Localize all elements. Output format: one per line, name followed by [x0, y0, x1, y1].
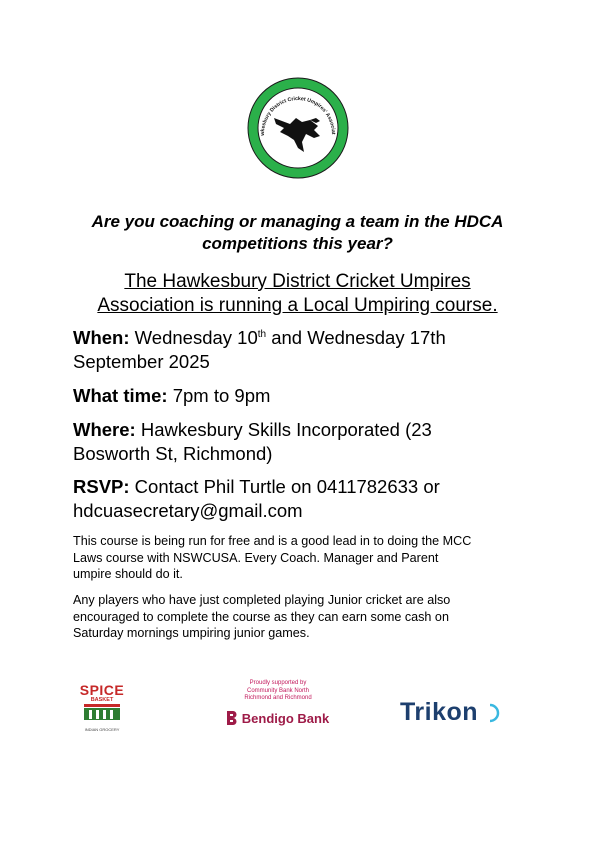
- grocery-tag: INDIAN GROCERY: [84, 727, 120, 732]
- para2-line-1: Any players who have just completed playing Junior cricket are also: [73, 593, 451, 607]
- logo-ring-text: wkesbury District Cricket Umpires' Associat: [259, 95, 337, 136]
- basket-icon: [76, 703, 128, 721]
- where-label: Where:: [73, 419, 136, 440]
- rsvp-label: RSVP:: [73, 476, 130, 497]
- when-block: [73, 326, 543, 374]
- rsvp-block: [73, 475, 543, 523]
- trikon-logo: [400, 698, 510, 734]
- where-line-2: Bosworth St, Richmond): [73, 443, 273, 464]
- announcement-line-1: The Hawkesbury District Cricket Umpires: [124, 271, 471, 292]
- para1-line-1: This course is being run for free and is a good lead in to doing the MCC: [73, 534, 472, 548]
- para1-line-3: umpire should do it.: [73, 567, 183, 581]
- bendigo-bank-name: Bendigo Bank: [241, 710, 330, 726]
- time-block: [73, 384, 543, 408]
- proudly-supported-line-2: Community Bank North: [246, 687, 310, 694]
- when-text-a: Wednesday 10: [129, 327, 258, 348]
- proudly-supported-line-3: Richmond and Richmond: [244, 695, 312, 701]
- association-logo: [244, 74, 352, 182]
- spice-word: SPICE: [79, 682, 125, 698]
- headline-line-1: Are you coaching or managing a team in the HDCA: [91, 212, 504, 231]
- spice-basket-logo: [76, 683, 128, 731]
- para2-line-2: encouraged to complete the course as they can earn some cash on: [73, 609, 449, 624]
- course-announcement: [60, 270, 535, 318]
- rsvp-line-1: Contact Phil Turtle on 0411782633 or: [129, 476, 440, 497]
- para1-line-2: Laws course with NSWCUSA. Every Coach. Manager and Parent: [73, 550, 439, 565]
- time-label: What time:: [73, 385, 168, 406]
- junior-players-paragraph: [73, 592, 543, 642]
- trikon-word: Trikon: [400, 698, 479, 726]
- when-text-b: and Wednesday 17th: [266, 327, 446, 348]
- when-line-2: September 2025: [73, 351, 210, 372]
- para2-line-3: Saturday mornings umpiring junior games.: [73, 626, 310, 640]
- when-sup: th: [257, 329, 267, 340]
- announcement-line-2: Association is running a Local Umpiring course.: [97, 295, 498, 316]
- where-line-1: Hawkesbury Skills Incorporated (23: [135, 419, 432, 440]
- headline-line-2: competitions this year?: [202, 234, 393, 253]
- proudly-supported-line-1: Proudly supported by: [249, 680, 307, 686]
- when-label: When:: [73, 327, 130, 348]
- trikon-swoosh-icon: [488, 702, 504, 724]
- eagle-logo-icon: [244, 74, 352, 182]
- where-block: [73, 418, 543, 466]
- bendigo-b-icon: [227, 711, 238, 725]
- rsvp-email: hdcuasecretary@gmail.com: [73, 500, 303, 521]
- headline-question: [60, 211, 535, 255]
- time-value: 7pm to 9pm: [167, 385, 271, 406]
- bendigo-bank-sponsor: [212, 680, 344, 736]
- course-info-paragraph: [73, 533, 543, 583]
- basket-word: BASKET: [90, 697, 114, 703]
